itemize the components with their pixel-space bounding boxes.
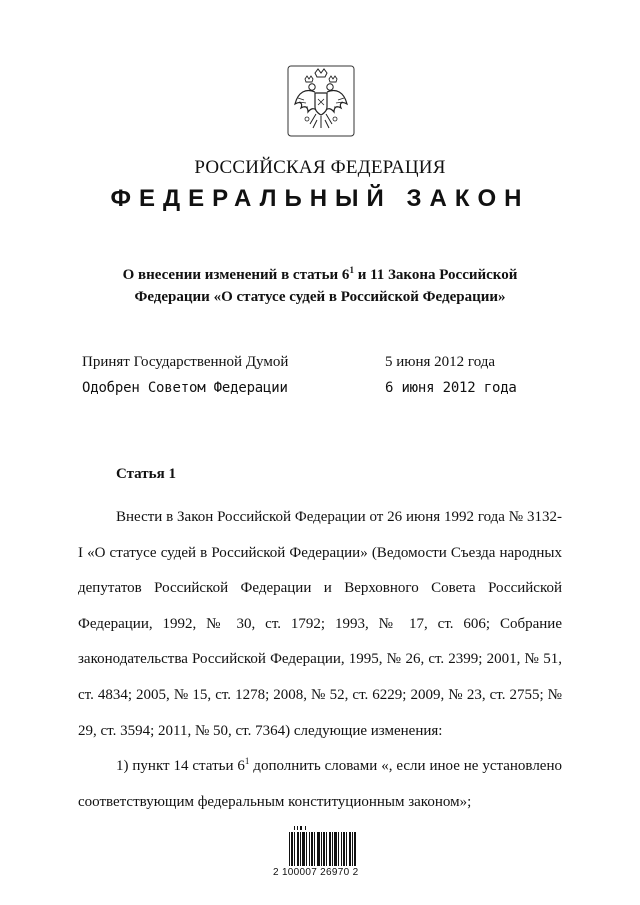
law-title <box>60 264 580 308</box>
law-title-line1-a: О внесении изменений в статьи 6 <box>122 267 350 283</box>
council-approval-label: Одобрен Советом Федерации <box>82 380 288 396</box>
coat-of-arms-icon <box>286 64 356 138</box>
item1-text-b: дополнить словами «, если иное не установлено соответствующим федеральным конституционным законом»; <box>78 758 562 810</box>
article-body <box>78 500 562 820</box>
item1-superscript: 1 <box>244 756 250 767</box>
item1-text-a: 1) пункт 14 статьи 6 <box>116 758 245 775</box>
article-intro-paragraph: Внести в Закон Российской Федерации от 26 июня 1992 года № 3132-I «О статусе судей в Российской Федерации» (Ведомости Съезда народных депутатов Российской Федерации и Верховного Совета Российской Федерации, 1992, № 30, ст. 1792; 1993, № 17, ст. 606; Собрание законодательства Российской Федерации, 1995, № 26, ст. 2399; 2001, № 51, ст. 4834; 2005, № 15, ст. 1278; 2008, № 52, ст. 6229; 2009, № 23, ст. 2755; № 29, ст. 3594; 2011, № 50, ст. 7364) следующие изменения: <box>78 509 562 739</box>
duma-adoption-date: 5 июня 2012 года <box>385 354 496 370</box>
adoption-council-row <box>82 380 552 402</box>
adoption-duma-row <box>82 354 552 376</box>
barcode-icon <box>288 826 358 866</box>
barcode-number: 2 100007 26970 2 <box>273 867 359 878</box>
article-heading: Статья 1 <box>116 466 176 482</box>
law-title-superscript: 1 <box>349 265 354 275</box>
article-item-1 <box>78 749 562 820</box>
law-title-line1-b: и 11 Закона Российской <box>353 267 518 283</box>
document-type: ФЕДЕРАЛЬНЫЙ ЗАКОН <box>110 185 530 212</box>
law-title-line2: Федерации «О статусе судей в Российской Федерации» <box>134 289 506 305</box>
duma-adoption-label: Принят Государственной Думой <box>82 354 289 370</box>
country-name: РОССИЙСКАЯ ФЕДЕРАЦИЯ <box>194 157 446 178</box>
council-approval-date: 6 июня 2012 года <box>385 380 517 396</box>
